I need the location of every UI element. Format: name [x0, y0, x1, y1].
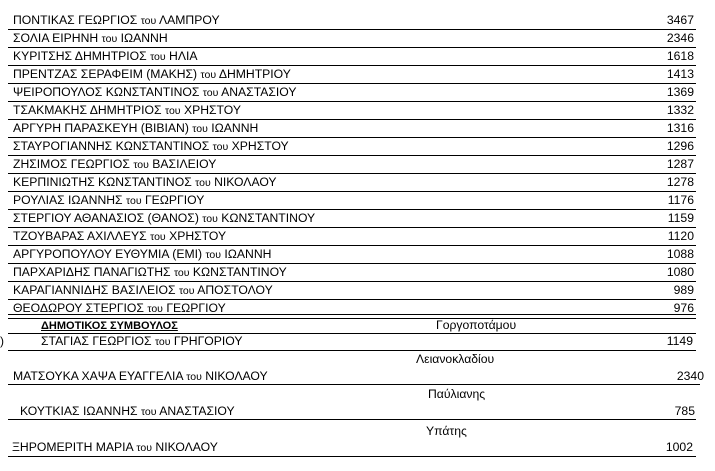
candidate-name: ΚΥΡΙΤΣΗΣ ΔΗΜΗΤΡΙΟΣ του ΗΛΙΑ [13, 49, 198, 63]
candidate-votes: 3467 [666, 13, 694, 27]
candidate-votes: 1149 [666, 334, 693, 348]
table-row [8, 174, 696, 192]
candidate-votes: 2340 [676, 369, 704, 383]
candidate-name: ΞΗΡΟΜΕΡΙΤΗ ΜΑΡΙΑ του ΝΙΚΟΛΑΟΥ [12, 440, 218, 454]
table-row [8, 210, 696, 228]
section-heading: ΔΗΜΟΤΙΚΟΣ ΣΥΜΒΟΥΛΟΣ [41, 320, 178, 332]
table-row [8, 282, 696, 300]
candidate-name: ΣΤΑΥΡΟΓΙΑΝΝΗΣ ΚΩΝΣΤΑΝΤΙΝΟΣ του ΧΡΗΣΤΟΥ [13, 139, 289, 153]
table-row [8, 30, 696, 48]
row-rule [8, 384, 700, 385]
row-rule [8, 350, 696, 351]
table-row [8, 84, 696, 102]
table-row [8, 102, 696, 120]
candidate-votes: 1002 [665, 440, 693, 454]
section-divider [8, 318, 696, 319]
row-rule [8, 456, 696, 457]
candidate-votes: 1332 [666, 103, 694, 117]
candidate-name: ΣΤΕΡΓΙΟΥ ΑΘΑΝΑΣΙΟΣ (ΘΑΝΟΣ) του ΚΩΝΣΤΑΝΤΙΝΟΥ [13, 211, 316, 225]
candidate-votes: 1088 [666, 247, 694, 261]
candidate-name: ΣΤΑΓΙΑΣ ΓΕΩΡΓΙΟΣ του ΓΡΗΓΟΡΙΟΥ [41, 334, 243, 348]
candidate-votes: 1316 [666, 121, 694, 135]
candidate-name: ΨΕΙΡΟΠΟΥΛΟΣ ΚΩΝΣΤΑΝΤΙΝΟΣ του ΑΝΑΣΤΑΣΙΟΥ [13, 85, 297, 99]
bracket-mark: ) [0, 334, 4, 348]
candidate-votes: 1120 [667, 229, 694, 243]
table-row [8, 228, 696, 246]
candidate-votes: 976 [673, 301, 694, 315]
candidate-votes: 1159 [667, 211, 694, 225]
candidate-votes: 1287 [666, 157, 694, 171]
candidate-name: ΚΟΥΤΚΙΑΣ ΙΩΑΝΝΗΣ του ΑΝΑΣΤΑΣΙΟΥ [20, 404, 235, 418]
candidate-name: ΠΑΡΧΑΡΙΔΗΣ ΠΑΝΑΓΙΩΤΗΣ του ΚΩΝΣΤΑΝΤΙΝΟΥ [13, 265, 287, 279]
candidate-votes: 1413 [666, 67, 694, 81]
district-label: Γοργοποτάμου [436, 318, 517, 332]
table-row [8, 12, 696, 30]
candidate-votes: 2346 [666, 31, 694, 45]
candidate-name: ΑΡΓΥΡΗ ΠΑΡΑΣΚΕΥΗ (ΒΙΒΙΑΝ) του ΙΩΑΝΝΗ [13, 121, 259, 135]
candidate-name: ΚΕΡΠΙΝΙΩΤΗΣ ΚΩΝΣΤΑΝΤΙΝΟΣ του ΝΙΚΟΛΑΟΥ [13, 175, 277, 189]
candidate-name: ΚΑΡΑΓΙΑΝΝΙΔΗΣ ΒΑΣΙΛΕΙΟΣ του ΑΠΟΣΤΟΛΟΥ [13, 283, 273, 297]
candidate-votes: 1080 [666, 265, 694, 279]
candidate-votes: 1296 [666, 139, 694, 153]
candidate-name: ΜΑΤΣΟΥΚΑ ΧΑΨΑ ΕΥΑΓΓΕΛΙΑ του ΝΙΚΟΛΑΟΥ [13, 369, 268, 383]
candidate-votes: 1278 [666, 175, 694, 189]
candidate-name: ΑΡΓΥΡΟΠΟΥΛΟΥ ΕΥΘΥΜΙΑ (ΕΜΙ) του ΙΩΑΝΝΗ [13, 247, 272, 261]
candidate-name: ΘΕΟΔΩΡΟΥ ΣΤΕΡΓΙΟΣ του ΓΕΩΡΓΙΟΥ [13, 301, 226, 315]
table-row [8, 66, 696, 84]
candidate-votes: 1369 [666, 85, 694, 99]
candidate-name: ΣΟΛΙΑ ΕΙΡΗΝΗ του ΙΩΑΝΝΗ [13, 31, 168, 45]
candidate-name: ΠΡΕΝΤΖΑΣ ΣΕΡΑΦΕΙΜ (ΜΑΚΗΣ) του ΔΗΜΗΤΡΙΟΥ [13, 67, 291, 81]
table-row [8, 120, 696, 138]
table-row [8, 246, 696, 264]
district-label: Υπάτης [426, 424, 467, 438]
row-rule [8, 419, 696, 420]
candidate-votes: 785 [674, 404, 695, 418]
candidate-name: ΡΟΥΛΙΑΣ ΙΩΑΝΝΗΣ του ΓΕΩΡΓΙΟΥ [13, 193, 205, 207]
candidate-name: ΠΟΝΤΙΚΑΣ ΓΕΩΡΓΙΟΣ του ΛΑΜΠΡΟΥ [13, 13, 220, 27]
candidate-name: ΤΖΟΥΒΑΡΑΣ ΑΧΙΛΛΕΥΣ του ΧΡΗΣΤΟΥ [13, 229, 227, 243]
candidate-name: ΖΗΣΙΜΟΣ ΓΕΩΡΓΙΟΣ του ΒΑΣΙΛΕΙΟΥ [13, 157, 217, 171]
table-row [8, 264, 696, 282]
table-row [8, 138, 696, 156]
table-row [8, 156, 696, 174]
candidate-votes: 1176 [667, 193, 694, 207]
table-row [8, 48, 696, 66]
table-row [8, 192, 696, 210]
candidate-votes: 989 [673, 283, 694, 297]
candidate-votes: 1618 [666, 49, 694, 63]
district-label: Λειανοκλαδίου [416, 352, 495, 366]
candidate-name: ΤΣΑΚΜΑΚΗΣ ΔΗΜΗΤΡΙΟΣ του ΧΡΗΣΤΟΥ [13, 103, 241, 117]
district-label: Παύλιανης [428, 387, 486, 401]
section-divider [8, 314, 696, 315]
